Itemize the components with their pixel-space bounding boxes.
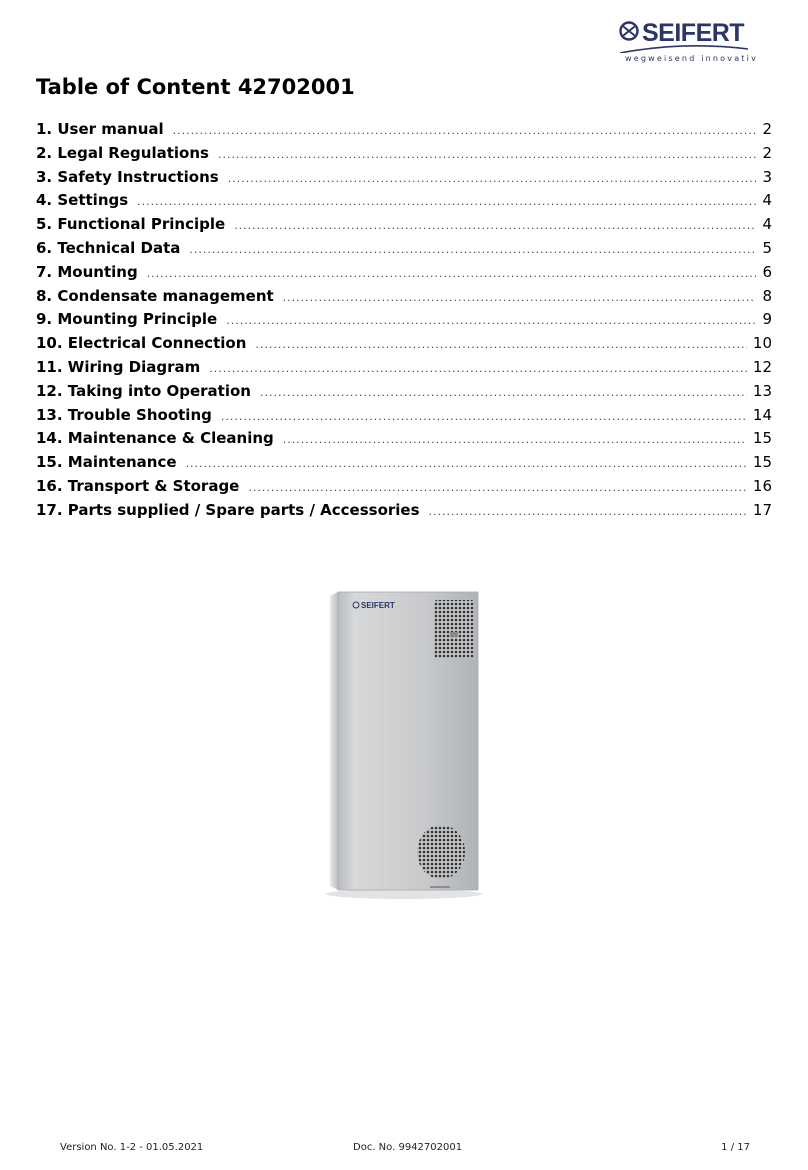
toc-entry[interactable]	[36, 332, 772, 356]
toc-entry-title: 8. Condensate management	[36, 286, 274, 305]
toc-entry[interactable]	[36, 451, 772, 475]
toc-entry-title: 5. Functional Principle	[36, 215, 226, 234]
toc-entry[interactable]	[36, 189, 772, 213]
footer-doc-number: Doc. No. 9942702001	[353, 1142, 463, 1153]
toc-entry[interactable]	[36, 499, 772, 523]
toc-dot-leader	[218, 143, 757, 167]
toc-entry-title: 10. Electrical Connection	[36, 334, 247, 353]
toc-entry-page: 16	[752, 476, 772, 495]
toc-entry-title: 16. Transport & Storage	[36, 476, 240, 495]
toc-entry-title: 1. User manual	[36, 120, 164, 138]
toc-entry-page: 15	[752, 453, 772, 472]
toc-entry[interactable]	[36, 380, 772, 404]
toc-entry-page: 13	[752, 381, 772, 400]
toc-dot-leader	[234, 214, 756, 238]
seifert-logo	[618, 14, 758, 68]
toc-entry-title: 13. Trouble Shooting	[36, 405, 212, 424]
toc-dot-leader	[137, 190, 756, 214]
toc-entry[interactable]	[36, 142, 772, 166]
toc-entry-page: 17	[752, 500, 772, 519]
toc-entry[interactable]	[36, 261, 772, 285]
table-of-contents	[36, 118, 772, 523]
toc-entry-page: 4	[762, 215, 772, 234]
toc-dot-leader	[255, 333, 747, 357]
toc-entry[interactable]	[36, 237, 772, 261]
toc-entry-page: 15	[752, 429, 772, 448]
toc-entry-title: 4. Settings	[36, 191, 129, 210]
toc-entry-title: 3. Safety Instructions	[36, 167, 219, 186]
toc-dot-leader	[186, 452, 747, 476]
logo-wordmark: SEIFERT	[642, 19, 745, 47]
product-image	[318, 590, 486, 900]
logo-tagline: wegweisend innovativ	[625, 54, 758, 63]
footer-version: Version No. 1-2 - 01.05.2021	[60, 1142, 204, 1153]
toc-dot-leader	[248, 476, 747, 500]
toc-entry-title: 6. Technical Data	[36, 238, 181, 257]
toc-entry[interactable]	[36, 404, 772, 428]
toc-entry-page: 5	[762, 238, 772, 257]
toc-dot-leader	[189, 238, 756, 262]
toc-dot-leader	[228, 167, 757, 191]
toc-entry[interactable]	[36, 213, 772, 237]
toc-dot-leader	[221, 405, 747, 429]
toc-dot-leader	[226, 309, 756, 333]
toc-dot-leader	[260, 381, 747, 405]
toc-entry[interactable]	[36, 308, 772, 332]
toc-entry-page: 2	[762, 143, 772, 162]
toc-entry-title: 12. Taking into Operation	[36, 381, 251, 400]
toc-dot-leader	[147, 262, 757, 286]
toc-entry-title: 14. Maintenance & Cleaning	[36, 429, 274, 448]
toc-entry-title: 9. Mounting Principle	[36, 310, 218, 329]
toc-dot-leader	[173, 119, 757, 143]
toc-entry[interactable]	[36, 475, 772, 499]
toc-entry-page: 2	[762, 120, 772, 138]
toc-entry-title: 7. Mounting	[36, 262, 138, 281]
toc-entry[interactable]	[36, 118, 772, 142]
toc-entry-page: 4	[762, 191, 772, 210]
page-title: Table of Content 42702001	[36, 75, 355, 99]
toc-entry-page: 3	[762, 167, 772, 186]
toc-dot-leader	[283, 428, 747, 452]
toc-entry[interactable]	[36, 427, 772, 451]
toc-entry-page: 10	[752, 334, 772, 353]
toc-entry-page: 9	[762, 310, 772, 329]
toc-entry-title: 11. Wiring Diagram	[36, 357, 201, 376]
toc-entry-page: 8	[762, 286, 772, 305]
toc-entry[interactable]	[36, 166, 772, 190]
lower-grille	[417, 825, 465, 879]
product-logo: SEIFERT	[361, 601, 395, 610]
footer-page-number: 1 / 17	[721, 1142, 750, 1153]
toc-dot-leader	[429, 500, 747, 524]
toc-entry-title: 15. Maintenance	[36, 453, 177, 472]
toc-dot-leader	[283, 286, 757, 310]
toc-entry-title: 2. Legal Regulations	[36, 143, 209, 162]
toc-entry-title: 17. Parts supplied / Spare parts / Accessories	[36, 500, 420, 519]
toc-entry[interactable]	[36, 356, 772, 380]
toc-entry-page: 14	[752, 405, 772, 424]
upper-grille	[434, 600, 474, 658]
toc-entry[interactable]	[36, 285, 772, 309]
toc-entry-page: 6	[762, 262, 772, 281]
toc-entry-page: 12	[752, 357, 772, 376]
toc-dot-leader	[209, 357, 747, 381]
